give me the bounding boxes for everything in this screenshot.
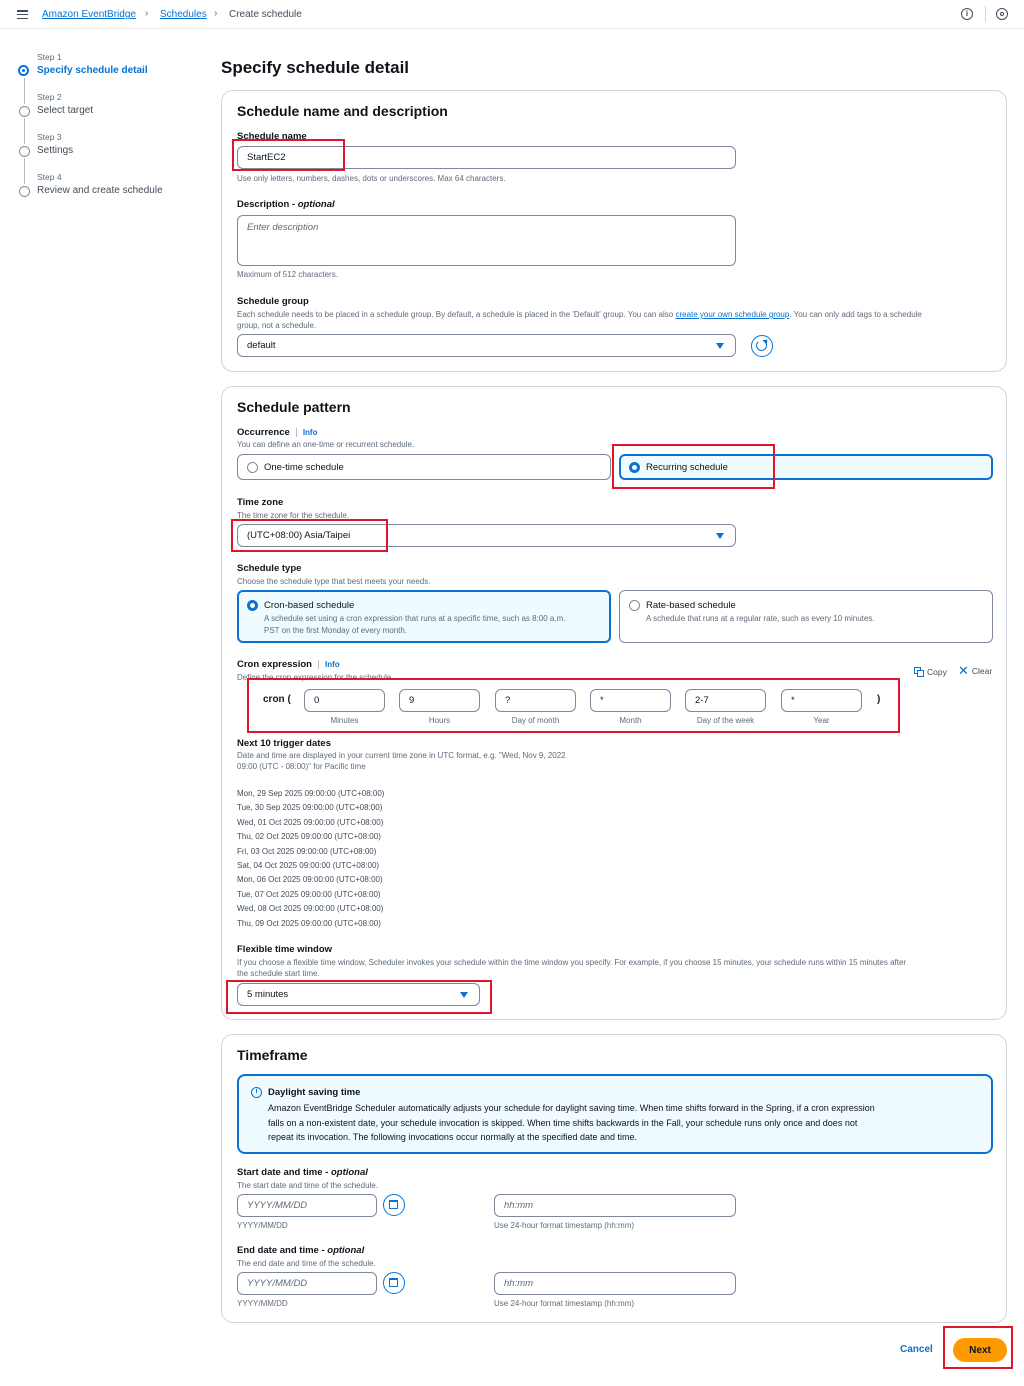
flexible-window-description	[237, 957, 997, 979]
next-button[interactable]: Next	[953, 1338, 1007, 1362]
cron-hours-value: 9	[409, 695, 415, 706]
trigger-desc-line: 09:00 (UTC - 08:00)" for Pacific time	[237, 762, 366, 771]
optional-tag: optional	[327, 1245, 365, 1256]
breadcrumb-chevron-icon: ›	[214, 8, 218, 19]
one-time-radio[interactable]	[247, 462, 258, 473]
alert-title: Daylight saving time	[268, 1087, 361, 1098]
start-date-hint: YYYY/MM/DD	[237, 1221, 288, 1230]
breadcrumb-schedules[interactable]: Schedules	[160, 9, 207, 20]
step-2-label: Select target	[37, 105, 94, 116]
breadcrumb-chevron-icon: ›	[145, 8, 149, 19]
list-item: Fri, 03 Oct 2025 09:00:00 (UTC+08:00)	[237, 846, 377, 856]
calendar-icon[interactable]	[383, 1194, 405, 1216]
cron-minutes-caption: Minutes	[330, 716, 359, 725]
cron-hours-caption: Hours	[428, 716, 451, 725]
group-desc-text: . You can only add tags to a schedule	[789, 310, 922, 319]
list-item: Mon, 06 Oct 2025 09:00:00 (UTC+08:00)	[237, 875, 383, 885]
schedule-pattern-panel	[221, 386, 1007, 1020]
description-placeholder: Enter description	[247, 222, 319, 233]
highlight-box	[612, 444, 775, 489]
step-1-number: Step 1	[37, 52, 62, 62]
occurrence-info-link[interactable]: Info	[302, 428, 318, 437]
one-time-label: One-time schedule	[264, 462, 344, 473]
cron-radio[interactable]	[247, 600, 258, 611]
cron-expression-label: Cron expression	[237, 659, 312, 670]
cron-option-description	[264, 613, 604, 637]
rate-radio[interactable]	[629, 600, 640, 611]
list-item: Thu, 09 Oct 2025 09:00:00 (UTC+08:00)	[237, 918, 381, 928]
breadcrumb-eventbridge[interactable]: Amazon EventBridge	[42, 9, 136, 20]
description-textarea[interactable]	[237, 215, 736, 266]
panel-title: Schedule name and description	[237, 103, 448, 119]
list-item: Tue, 30 Sep 2025 09:00:00 (UTC+08:00)	[237, 803, 383, 813]
trigger-dates-description	[237, 750, 637, 772]
time-zone-label: Time zone	[237, 497, 284, 508]
list-item: Sat, 04 Oct 2025 09:00:00 (UTC+08:00)	[237, 861, 380, 871]
start-label-text: Start date and time -	[237, 1167, 331, 1178]
occurrence-description: You can define an one-time or recurrent schedule.	[237, 440, 415, 449]
step-4-number: Step 4	[37, 172, 62, 182]
list-item: Thu, 02 Oct 2025 09:00:00 (UTC+08:00)	[237, 832, 381, 842]
clear-button[interactable]	[958, 663, 993, 678]
end-date-label	[237, 1245, 364, 1256]
list-item: Wed, 08 Oct 2025 09:00:00 (UTC+08:00)	[237, 904, 384, 914]
occurrence-header	[237, 427, 317, 438]
step-3-label: Settings	[37, 145, 74, 156]
cron-day-of-month-caption: Day of month	[511, 716, 560, 725]
create-schedule-group-link[interactable]: create your own schedule group	[675, 310, 790, 319]
cron-day-of-week-value: 2-7	[695, 695, 709, 706]
end-time-hint: Use 24-hour format timestamp (hh:mm)	[494, 1299, 635, 1308]
end-date-placeholder: YYYY/MM/DD	[247, 1278, 308, 1289]
page-title: Specify schedule detail	[221, 58, 410, 77]
highlight-box	[943, 1326, 1013, 1369]
cron-info-link[interactable]: Info	[324, 660, 340, 669]
step-navigation	[0, 40, 200, 210]
step-connector	[24, 118, 25, 144]
start-time-placeholder: hh:mm	[504, 1200, 534, 1211]
close-icon: ✕	[958, 663, 969, 678]
start-time-input[interactable]	[494, 1194, 736, 1217]
schedule-group-label: Schedule group	[237, 296, 309, 307]
step-4-indicator	[19, 186, 30, 197]
chevron-down-icon	[716, 533, 724, 539]
clear-label: Clear	[971, 666, 993, 676]
step-4-label: Review and create schedule	[37, 185, 163, 196]
start-date-description: The start date and time of the schedule.	[237, 1181, 378, 1190]
recurring-label: Recurring schedule	[646, 462, 728, 473]
step-3-indicator	[19, 146, 30, 157]
one-time-schedule-option[interactable]	[237, 454, 611, 480]
optional-tag: optional	[330, 1167, 368, 1178]
time-zone-description: The time zone for the schedule.	[237, 511, 350, 520]
rate-option-title: Rate-based schedule	[646, 600, 736, 611]
end-date-description: The end date and time of the schedule.	[237, 1259, 376, 1268]
menu-icon[interactable]	[17, 10, 28, 19]
schedule-name-value: StartEC2	[247, 152, 286, 163]
alert-line: repeat its invocation. The following invocations occur normally at the specified date and time.	[268, 1132, 638, 1142]
daylight-saving-alert	[237, 1074, 993, 1154]
start-time-hint: Use 24-hour format timestamp (hh:mm)	[494, 1221, 635, 1230]
panel-title: Schedule pattern	[237, 399, 351, 415]
end-date-hint: YYYY/MM/DD	[237, 1299, 288, 1308]
schedule-group-value: default	[247, 340, 276, 351]
panel-title: Timeframe	[237, 1047, 308, 1063]
info-icon[interactable]: i	[961, 8, 973, 20]
settings-icon[interactable]	[996, 8, 1008, 20]
cron-desc-line: A schedule set using a cron expression that runs at a specific time, such as 8:00 a.m.	[264, 614, 566, 623]
cron-month-caption: Month	[619, 716, 642, 725]
end-time-placeholder: hh:mm	[504, 1278, 534, 1289]
cron-day-of-week-caption: Day of the week	[696, 716, 755, 725]
refresh-icon[interactable]	[751, 335, 773, 357]
divider	[296, 428, 297, 437]
timeframe-panel	[221, 1034, 1007, 1323]
copy-button[interactable]	[914, 667, 947, 677]
trigger-dates-label: Next 10 trigger dates	[237, 738, 331, 749]
rate-option-description: A schedule that runs at a regular rate, such as every 10 minutes.	[646, 614, 875, 623]
cron-expression-description: Define the cron expression for the schedule.	[237, 673, 394, 682]
divider	[318, 660, 319, 669]
flexible-window-value: 5 minutes	[247, 989, 289, 1000]
flexible-window-label: Flexible time window	[237, 944, 333, 955]
cron-expression-header	[237, 659, 340, 670]
step-2-indicator	[19, 106, 30, 117]
end-time-input[interactable]	[494, 1272, 736, 1295]
top-bar	[0, 0, 1024, 29]
list-item: Tue, 07 Oct 2025 09:00:00 (UTC+08:00)	[237, 889, 381, 899]
trigger-desc-line: Date and time are displayed in your current time zone in UTC format, e.g. "Wed, Nov 9, 2022	[237, 751, 566, 760]
description-label-text: Description -	[237, 199, 298, 210]
alert-body	[268, 1101, 988, 1145]
info-circle-icon: i	[251, 1087, 262, 1098]
group-desc-text: Each schedule needs to be placed in a schedule group. By default, a schedule is placed in the 'Default' group. You can also	[237, 310, 676, 319]
flex-desc-line: the schedule start time.	[237, 969, 320, 978]
highlight-box	[232, 139, 345, 171]
step-1-label[interactable]: Specify schedule detail	[37, 65, 148, 76]
calendar-icon[interactable]	[383, 1272, 405, 1294]
cron-year-value: *	[791, 695, 795, 706]
group-desc-text: group, not a schedule.	[237, 321, 317, 330]
schedule-name-label: Schedule name	[237, 131, 307, 142]
schedule-type-description: Choose the schedule type that best meets your needs.	[237, 577, 431, 586]
start-date-label	[237, 1167, 368, 1178]
step-1-indicator	[18, 65, 29, 76]
cron-desc-line: PST on the first Monday of every month.	[264, 626, 408, 635]
cron-day-of-month-value: ?	[505, 695, 511, 706]
list-item: Mon, 29 Sep 2025 09:00:00 (UTC+08:00)	[237, 789, 385, 798]
time-zone-value: (UTC+08:00) Asia/Taipei	[247, 530, 351, 541]
flex-desc-line: If you choose a flexible time window, Scheduler invokes your schedule within the time window you specify. For example, if you choose 15 minutes, your schedule runs within 15 minutes after	[237, 958, 907, 967]
list-item: Wed, 01 Oct 2025 09:00:00 (UTC+08:00)	[237, 817, 384, 827]
step-2-number: Step 2	[37, 92, 62, 102]
end-date-input[interactable]	[237, 1272, 377, 1295]
rate-based-option[interactable]	[619, 590, 993, 643]
step-connector	[24, 78, 25, 104]
cron-minutes-value: 0	[314, 695, 320, 706]
schedule-group-description	[237, 309, 997, 331]
start-date-input[interactable]	[237, 1194, 377, 1217]
schedule-group-select[interactable]	[237, 334, 736, 357]
cron-close-paren: )	[877, 694, 881, 705]
step-3-number: Step 3	[37, 132, 62, 142]
schedule-name-panel	[221, 90, 1007, 372]
alert-line: falls on a non-existent date, your schedule invocation is skipped. When time shifts backwards in the Fall, your schedule runs only once and does not	[268, 1117, 858, 1128]
step-connector	[24, 158, 25, 184]
alert-line: Amazon EventBridge Scheduler automatically adjusts your schedule for daylight saving time. When time shifts forward in the Spring, if a cron expression	[268, 1103, 875, 1113]
start-date-placeholder: YYYY/MM/DD	[247, 1200, 308, 1211]
copy-label: Copy	[927, 667, 947, 677]
chevron-down-icon	[716, 343, 724, 349]
schedule-type-label: Schedule type	[237, 563, 302, 574]
description-label	[237, 199, 335, 210]
end-label-text: End date and time -	[237, 1245, 328, 1256]
schedule-name-hint: Use only letters, numbers, dashes, dots or underscores. Max 64 characters.	[237, 174, 506, 183]
cron-option-title: Cron-based schedule	[264, 600, 355, 611]
breadcrumb-current: Create schedule	[229, 9, 302, 20]
cron-open-paren: cron (	[263, 694, 291, 705]
cron-year-caption: Year	[813, 716, 830, 725]
cancel-button[interactable]: Cancel	[900, 1344, 933, 1355]
highlight-box	[226, 980, 492, 1014]
description-hint: Maximum of 512 characters.	[237, 270, 338, 279]
cron-based-option[interactable]	[237, 590, 611, 643]
optional-tag: optional	[297, 199, 335, 210]
occurrence-label: Occurrence	[237, 427, 290, 438]
highlight-box	[231, 519, 388, 552]
copy-icon	[914, 667, 924, 677]
trigger-dates-list	[237, 787, 384, 931]
cron-month-value: *	[600, 695, 604, 706]
highlight-box	[247, 678, 900, 733]
divider	[985, 6, 986, 22]
